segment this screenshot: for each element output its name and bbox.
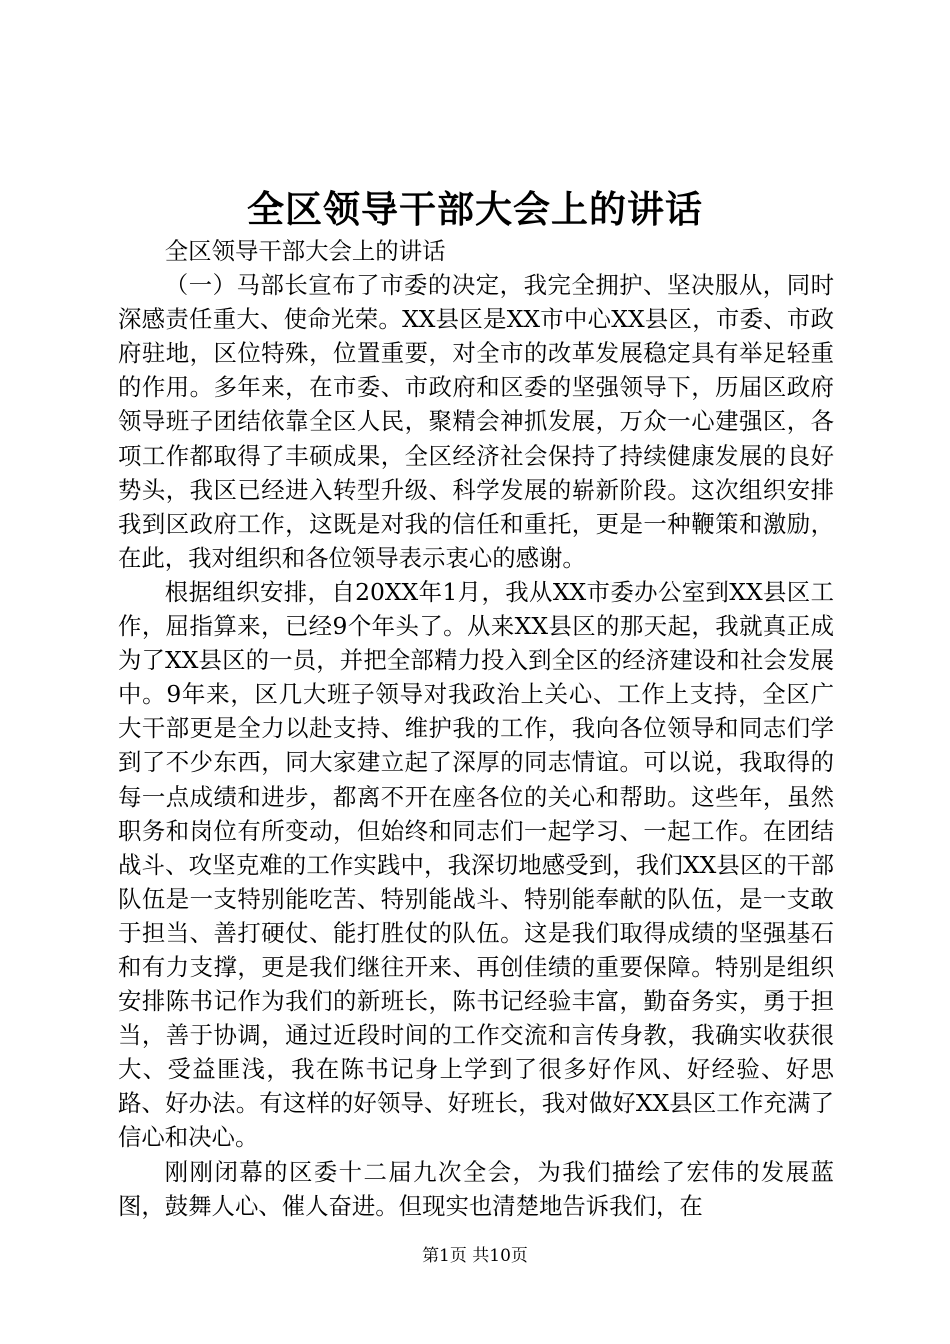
body-paragraph-1: （一）马部长宣布了市委的决定，我完全拥护、坚决服从，同时深感责任重大、使命光荣。XX县区是XX市中心XX县区，市委、市政府驻地，区位特殊，位置重要，对全市的改革发展稳定具有举足轻重的作用。多年来，在市委、市政府和区委的坚强领导下，历届区政府领导班子团结依靠全区人民，聚精会神抓发展，万众一心建强区，各项工作都取得了丰硕成果，全区经济社会保持了持续健康发展的良好势头，我区已经进入转型升级、科学发展的崭新阶段。这次组织安排我到区政府工作，这既是对我的信任和重托，更是一种鞭策和激励，在此，我对组织和各位领导表示衷心的感谢。 [118,271,834,572]
document-body [118,234,834,1223]
body-paragraph-2: 根据组织安排，自20XX年1月，我从XX市委办公室到XX县区工作，屈指算来，已经9个年头了。从来XX县区的那天起，我就真正成为了XX县区的一员，并把全部精力投入到全区的经济建设和社会发展中。9年来，区几大班子领导对我政治上关心、工作上支持，全区广大干部更是全力以赴支持、维护我的工作，我向各位领导和同志们学到了不少东西，同大家建立起了深厚的同志情谊。可以说，我取得的每一点成绩和进步，都离不开在座各位的关心和帮助。这些年，虽然职务和岗位有所变动，但始终和同志们一起学习、一起工作。在团结战斗、攻坚克难的工作实践中，我深切地感受到，我们XX县区的干部队伍是一支特别能吃苦、特别能战斗、特别能奉献的队伍，是一支敢于担当、善打硬仗、能打胜仗的队伍。这是我们取得成绩的坚强基石和有力支撑，更是我们继往开来、再创佳绩的重要保障。特别是组织安排陈书记作为我们的新班长，陈书记经验丰富，勤奋务实，勇于担当，善于协调，通过近段时间的工作交流和言传身教，我确实收获很大、受益匪浅，我在陈书记身上学到了很多好作风、好经验、好思路、好办法。有这样的好领导、好班长，我对做好XX县区工作充满了信心和决心。 [118,577,834,1152]
document-title: 全区领导干部大会上的讲话 [247,187,703,231]
page-number-footer: 第1页 共10页 [422,1246,528,1266]
subtitle-paragraph: 全区领导干部大会上的讲话 [164,237,446,265]
body-paragraph-3: 刚刚闭幕的区委十二届九次全会，为我们描绘了宏伟的发展蓝图，鼓舞人心、催人奋进。但现实也清楚地告诉我们，在 [118,1157,834,1220]
